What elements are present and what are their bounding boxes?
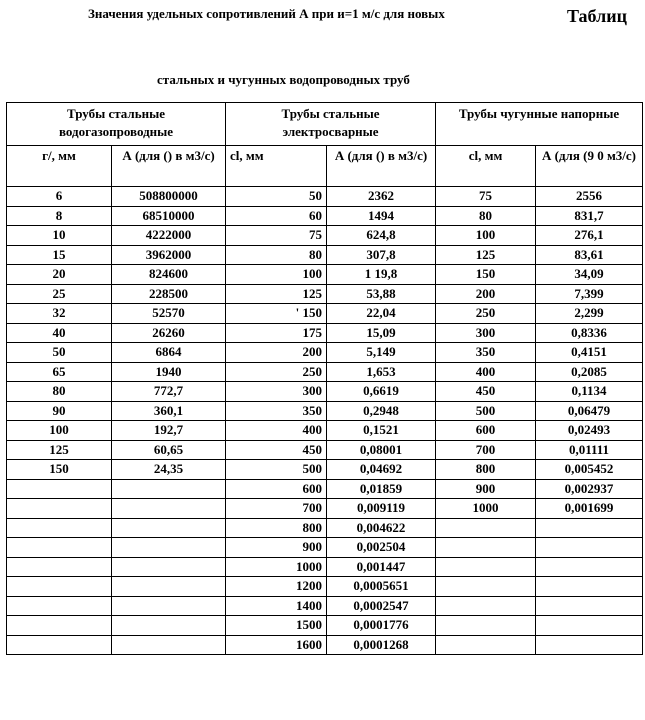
cell-resistance-steel-vg xyxy=(112,635,226,655)
cell-resistance-steel-vg: 508800000 xyxy=(112,187,226,207)
cell-resistance-steel-vg xyxy=(112,538,226,558)
table-row xyxy=(7,382,643,402)
column-header-resistance-1: А (для () в м3/с) xyxy=(112,146,226,187)
cell-resistance-cast-iron xyxy=(536,518,643,538)
cell-diameter-cast-iron xyxy=(436,596,536,616)
group-header-steel-water-gas: Трубы стальные водогазопроводные xyxy=(7,103,226,146)
cell-diameter-steel-es: 500 xyxy=(226,460,327,480)
cell-diameter-cast-iron xyxy=(436,577,536,597)
group-header-steel-welded: Трубы стальные электросварные xyxy=(226,103,436,146)
table-row xyxy=(7,596,643,616)
cell-resistance-steel-es: 0,0001268 xyxy=(327,635,436,655)
table-row xyxy=(7,343,643,363)
table-caption-line2: стальных и чугунных водопроводных труб xyxy=(157,72,410,87)
table-row xyxy=(7,245,643,265)
cell-diameter-steel-es: 800 xyxy=(226,518,327,538)
cell-diameter-cast-iron: 900 xyxy=(436,479,536,499)
cell-resistance-steel-vg: 3962000 xyxy=(112,245,226,265)
table-caption-line1: Значения удельных сопротивлений А при и=1 м/с для новых xyxy=(88,6,445,21)
cell-resistance-steel-es: 5,149 xyxy=(327,343,436,363)
cell-resistance-steel-es: 0,6619 xyxy=(327,382,436,402)
cell-resistance-steel-vg: 228500 xyxy=(112,284,226,304)
cell-resistance-cast-iron xyxy=(536,635,643,655)
cell-diameter-steel-vg xyxy=(7,479,112,499)
cell-resistance-steel-es: 15,09 xyxy=(327,323,436,343)
cell-diameter-steel-vg xyxy=(7,596,112,616)
cell-resistance-cast-iron: 276,1 xyxy=(536,226,643,246)
group-header-row xyxy=(7,103,643,146)
cell-diameter-cast-iron: 800 xyxy=(436,460,536,480)
cell-diameter-steel-es: 200 xyxy=(226,343,327,363)
cell-resistance-steel-vg: 4222000 xyxy=(112,226,226,246)
cell-diameter-cast-iron: 75 xyxy=(436,187,536,207)
table-row xyxy=(7,499,643,519)
cell-diameter-steel-es: 1600 xyxy=(226,635,327,655)
table-row xyxy=(7,206,643,226)
cell-resistance-steel-es: 0,009119 xyxy=(327,499,436,519)
cell-diameter-steel-vg: 10 xyxy=(7,226,112,246)
cell-resistance-steel-es: 0,0002547 xyxy=(327,596,436,616)
cell-resistance-steel-vg xyxy=(112,479,226,499)
cell-resistance-steel-vg: 68510000 xyxy=(112,206,226,226)
table-row xyxy=(7,577,643,597)
cell-diameter-steel-vg xyxy=(7,518,112,538)
cell-resistance-cast-iron: 0,005452 xyxy=(536,460,643,480)
column-header-resistance-2: А (для () в м3/с) xyxy=(327,146,436,187)
table-row xyxy=(7,187,643,207)
cell-diameter-steel-es: 900 xyxy=(226,538,327,558)
cell-diameter-steel-vg: 8 xyxy=(7,206,112,226)
cell-resistance-steel-es: 624,8 xyxy=(327,226,436,246)
cell-resistance-steel-vg: 360,1 xyxy=(112,401,226,421)
cell-resistance-steel-es: 2362 xyxy=(327,187,436,207)
table-row xyxy=(7,323,643,343)
table-row xyxy=(7,226,643,246)
cell-resistance-cast-iron xyxy=(536,538,643,558)
cell-diameter-steel-vg xyxy=(7,538,112,558)
cell-resistance-steel-vg xyxy=(112,557,226,577)
cell-diameter-steel-vg: 125 xyxy=(7,440,112,460)
cell-resistance-cast-iron: 0,8336 xyxy=(536,323,643,343)
cell-resistance-cast-iron xyxy=(536,616,643,636)
cell-resistance-steel-vg: 6864 xyxy=(112,343,226,363)
cell-diameter-cast-iron: 500 xyxy=(436,401,536,421)
cell-diameter-steel-es: 600 xyxy=(226,479,327,499)
cell-diameter-steel-es: 450 xyxy=(226,440,327,460)
cell-diameter-steel-es: 700 xyxy=(226,499,327,519)
table-row xyxy=(7,616,643,636)
cell-diameter-steel-vg: 40 xyxy=(7,323,112,343)
cell-diameter-steel-vg xyxy=(7,577,112,597)
column-header-diameter-1: г/, мм xyxy=(7,146,112,187)
cell-diameter-steel-vg xyxy=(7,635,112,655)
cell-resistance-cast-iron: 0,02493 xyxy=(536,421,643,441)
cell-resistance-steel-es: 0,2948 xyxy=(327,401,436,421)
cell-diameter-cast-iron: 150 xyxy=(436,265,536,285)
cell-diameter-steel-vg xyxy=(7,499,112,519)
table-caption-label: Таблиц xyxy=(567,6,627,26)
cell-resistance-steel-es: 0,004622 xyxy=(327,518,436,538)
cell-diameter-steel-es: 60 xyxy=(226,206,327,226)
cell-resistance-steel-vg xyxy=(112,518,226,538)
cell-resistance-cast-iron xyxy=(536,596,643,616)
cell-diameter-cast-iron xyxy=(436,616,536,636)
cell-diameter-cast-iron: 200 xyxy=(436,284,536,304)
cell-resistance-steel-vg: 824600 xyxy=(112,265,226,285)
cell-diameter-cast-iron: 250 xyxy=(436,304,536,324)
cell-resistance-cast-iron: 0,4151 xyxy=(536,343,643,363)
cell-diameter-steel-vg: 25 xyxy=(7,284,112,304)
cell-resistance-steel-vg xyxy=(112,577,226,597)
cell-diameter-cast-iron xyxy=(436,635,536,655)
cell-diameter-steel-vg: 20 xyxy=(7,265,112,285)
cell-diameter-steel-es: 350 xyxy=(226,401,327,421)
column-header-diameter-3: cl, мм xyxy=(436,146,536,187)
cell-diameter-steel-es: 1200 xyxy=(226,577,327,597)
cell-diameter-steel-es: 80 xyxy=(226,245,327,265)
table-row xyxy=(7,265,643,285)
cell-diameter-steel-es: 75 xyxy=(226,226,327,246)
cell-diameter-cast-iron xyxy=(436,518,536,538)
cell-resistance-steel-es: 0,002504 xyxy=(327,538,436,558)
cell-resistance-steel-es: 0,0001776 xyxy=(327,616,436,636)
cell-resistance-cast-iron: 2,299 xyxy=(536,304,643,324)
cell-diameter-cast-iron: 125 xyxy=(436,245,536,265)
cell-resistance-steel-es: 1494 xyxy=(327,206,436,226)
cell-diameter-cast-iron: 700 xyxy=(436,440,536,460)
cell-resistance-steel-es: 0,01859 xyxy=(327,479,436,499)
cell-diameter-steel-vg: 6 xyxy=(7,187,112,207)
cell-diameter-steel-vg: 32 xyxy=(7,304,112,324)
table-row xyxy=(7,304,643,324)
cell-diameter-steel-vg: 100 xyxy=(7,421,112,441)
cell-resistance-steel-vg xyxy=(112,596,226,616)
cell-diameter-cast-iron xyxy=(436,538,536,558)
cell-diameter-steel-vg: 150 xyxy=(7,460,112,480)
cell-diameter-steel-es: 1400 xyxy=(226,596,327,616)
cell-diameter-cast-iron: 450 xyxy=(436,382,536,402)
table-row xyxy=(7,284,643,304)
table-row xyxy=(7,362,643,382)
table-row xyxy=(7,635,643,655)
cell-resistance-cast-iron: 0,1134 xyxy=(536,382,643,402)
cell-resistance-cast-iron: 2556 xyxy=(536,187,643,207)
cell-resistance-steel-vg: 60,65 xyxy=(112,440,226,460)
cell-resistance-steel-vg xyxy=(112,499,226,519)
cell-diameter-steel-vg: 90 xyxy=(7,401,112,421)
cell-resistance-cast-iron: 0,01111 xyxy=(536,440,643,460)
cell-diameter-cast-iron: 300 xyxy=(436,323,536,343)
cell-resistance-cast-iron: 0,002937 xyxy=(536,479,643,499)
cell-diameter-steel-es: 250 xyxy=(226,362,327,382)
cell-diameter-steel-es: 1500 xyxy=(226,616,327,636)
cell-resistance-cast-iron: 7,399 xyxy=(536,284,643,304)
cell-resistance-steel-es: 22,04 xyxy=(327,304,436,324)
cell-diameter-steel-vg: 65 xyxy=(7,362,112,382)
cell-resistance-steel-es: 1 19,8 xyxy=(327,265,436,285)
cell-diameter-steel-vg xyxy=(7,557,112,577)
cell-resistance-steel-vg: 52570 xyxy=(112,304,226,324)
cell-diameter-steel-es: 175 xyxy=(226,323,327,343)
cell-resistance-steel-vg: 24,35 xyxy=(112,460,226,480)
cell-diameter-cast-iron: 350 xyxy=(436,343,536,363)
cell-resistance-steel-vg: 192,7 xyxy=(112,421,226,441)
cell-resistance-cast-iron: 34,09 xyxy=(536,265,643,285)
cell-diameter-steel-es: ' 150 xyxy=(226,304,327,324)
cell-diameter-steel-es: 400 xyxy=(226,421,327,441)
cell-diameter-steel-es: 125 xyxy=(226,284,327,304)
cell-resistance-cast-iron: 0,2085 xyxy=(536,362,643,382)
cell-diameter-steel-vg: 15 xyxy=(7,245,112,265)
cell-diameter-cast-iron: 100 xyxy=(436,226,536,246)
cell-diameter-cast-iron: 1000 xyxy=(436,499,536,519)
cell-diameter-cast-iron: 80 xyxy=(436,206,536,226)
table-row xyxy=(7,440,643,460)
column-header-resistance-3: А (для (9 0 м3/с) xyxy=(536,146,643,187)
table-row xyxy=(7,401,643,421)
cell-diameter-cast-iron: 400 xyxy=(436,362,536,382)
table-row xyxy=(7,518,643,538)
cell-diameter-steel-es: 1000 xyxy=(226,557,327,577)
cell-resistance-steel-vg: 26260 xyxy=(112,323,226,343)
cell-diameter-steel-vg xyxy=(7,616,112,636)
cell-diameter-steel-vg: 50 xyxy=(7,343,112,363)
cell-resistance-steel-vg: 1940 xyxy=(112,362,226,382)
cell-resistance-cast-iron: 831,7 xyxy=(536,206,643,226)
cell-diameter-steel-es: 50 xyxy=(226,187,327,207)
cell-resistance-steel-es: 307,8 xyxy=(327,245,436,265)
cell-diameter-steel-es: 100 xyxy=(226,265,327,285)
cell-resistance-cast-iron: 0,001699 xyxy=(536,499,643,519)
column-header-diameter-2: cl, мм xyxy=(226,146,327,187)
cell-resistance-cast-iron: 0,06479 xyxy=(536,401,643,421)
cell-resistance-cast-iron xyxy=(536,557,643,577)
column-header-row xyxy=(7,146,643,187)
cell-diameter-steel-es: 300 xyxy=(226,382,327,402)
cell-resistance-steel-es: 53,88 xyxy=(327,284,436,304)
cell-resistance-steel-es: 0,001447 xyxy=(327,557,436,577)
cell-resistance-cast-iron xyxy=(536,577,643,597)
table-row xyxy=(7,460,643,480)
resistance-table xyxy=(6,102,643,655)
cell-resistance-steel-vg xyxy=(112,616,226,636)
table-row xyxy=(7,421,643,441)
cell-resistance-steel-es: 0,08001 xyxy=(327,440,436,460)
cell-resistance-steel-es: 0,1521 xyxy=(327,421,436,441)
table-row xyxy=(7,538,643,558)
cell-resistance-cast-iron: 83,61 xyxy=(536,245,643,265)
group-header-cast-iron: Трубы чугунные напорные xyxy=(436,103,643,146)
cell-resistance-steel-es: 0,04692 xyxy=(327,460,436,480)
table-row xyxy=(7,479,643,499)
cell-resistance-steel-es: 1,653 xyxy=(327,362,436,382)
cell-diameter-cast-iron xyxy=(436,557,536,577)
cell-resistance-steel-es: 0,0005651 xyxy=(327,577,436,597)
cell-diameter-steel-vg: 80 xyxy=(7,382,112,402)
table-row xyxy=(7,557,643,577)
cell-resistance-steel-vg: 772,7 xyxy=(112,382,226,402)
cell-diameter-cast-iron: 600 xyxy=(436,421,536,441)
